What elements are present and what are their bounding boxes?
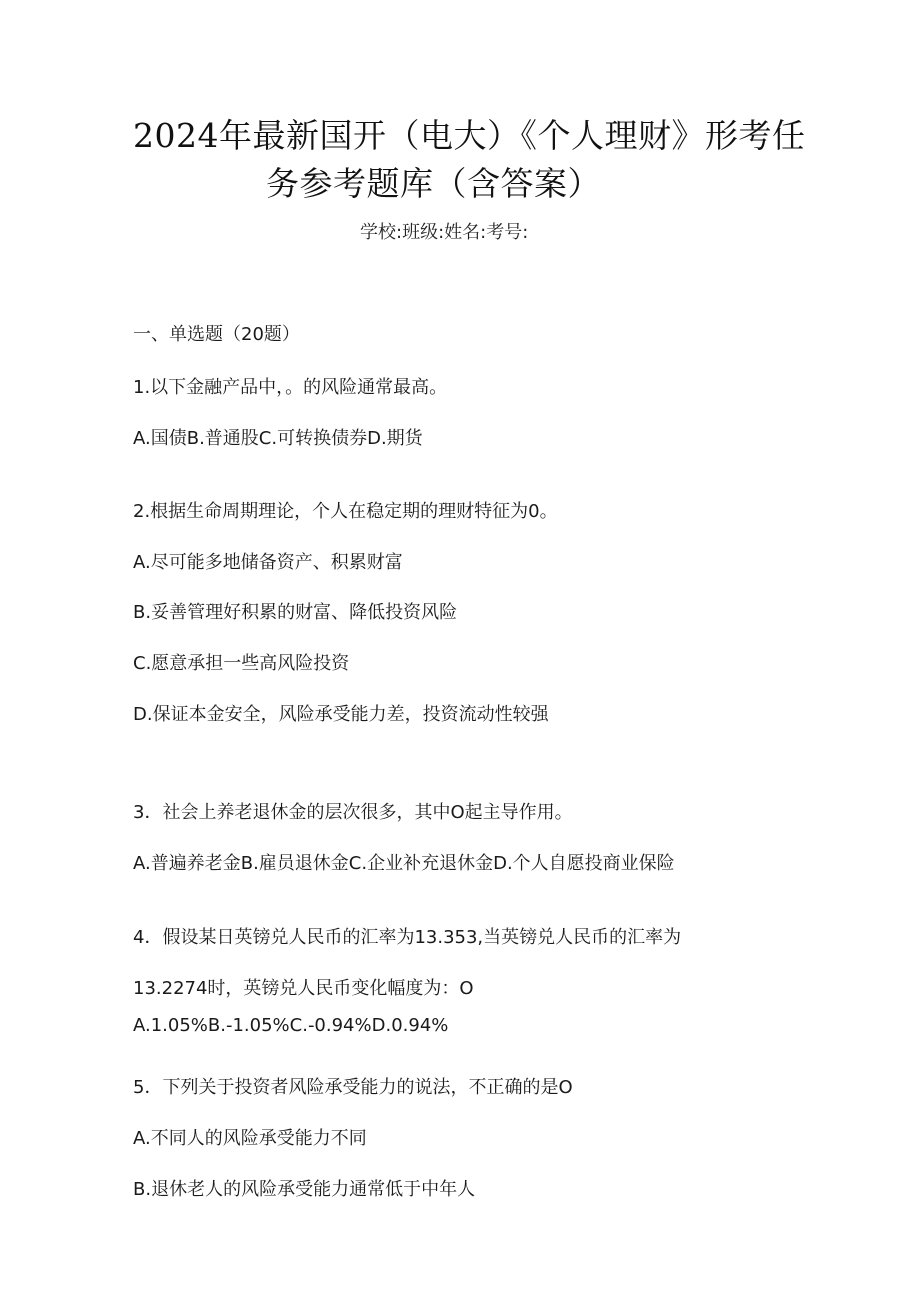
question-4-stem-continued: 13.2274时，英镑兑人民币变化幅度为：O: [133, 978, 474, 999]
question-3-options: A.普遍养老金B.雇员退休金C.企业补充退休金D.个人自愿投商业保险: [133, 853, 675, 874]
question-2-option-d: D.保证本金安全，风险承受能力差，投资流动性较强: [133, 704, 549, 725]
question-5-option-a: A.不同人的风险承受能力不同: [133, 1128, 367, 1149]
question-4-stem: 4．假设某日英镑兑人民币的汇率为13.353,当英镑兑人民币的汇率为: [133, 927, 682, 948]
section-heading: 一、单选题（20题）: [133, 324, 300, 345]
question-2-option-b: B.妥善管理好积累的财富、降低投资风险: [133, 602, 458, 623]
question-3-stem: 3．社会上养老退休金的层次很多，其中O起主导作用。: [133, 802, 573, 823]
question-5-stem: 5．下列关于投资者风险承受能力的说法，不正确的是O: [133, 1077, 573, 1098]
question-2-option-c: C.愿意承担一些高风险投资: [133, 653, 350, 674]
question-2-option-a: A.尽可能多地储备资产、积累财富: [133, 552, 403, 573]
document-title-line-1: 2024年最新国开（电大）《个人理财》形考任: [133, 116, 806, 155]
question-2-stem: 2.根据生命周期理论，个人在稳定期的理财特征为0。: [133, 501, 558, 522]
question-4-options: A.1.05%B.-1.05%C.-0.94%D.0.94%: [133, 1015, 449, 1036]
student-info-line: 学校:班级:姓名:考号:: [360, 222, 529, 243]
document-title-line-2: 务参考题库（含答案）: [266, 164, 601, 203]
question-5-option-b: B.退休老人的风险承受能力通常低于中年人: [133, 1179, 476, 1200]
question-1-stem: 1.以下金融产品中，。的风险通常最高。: [133, 377, 448, 398]
question-1-options: A.国债B.普通股C.可转换债券D.期货: [133, 428, 423, 449]
